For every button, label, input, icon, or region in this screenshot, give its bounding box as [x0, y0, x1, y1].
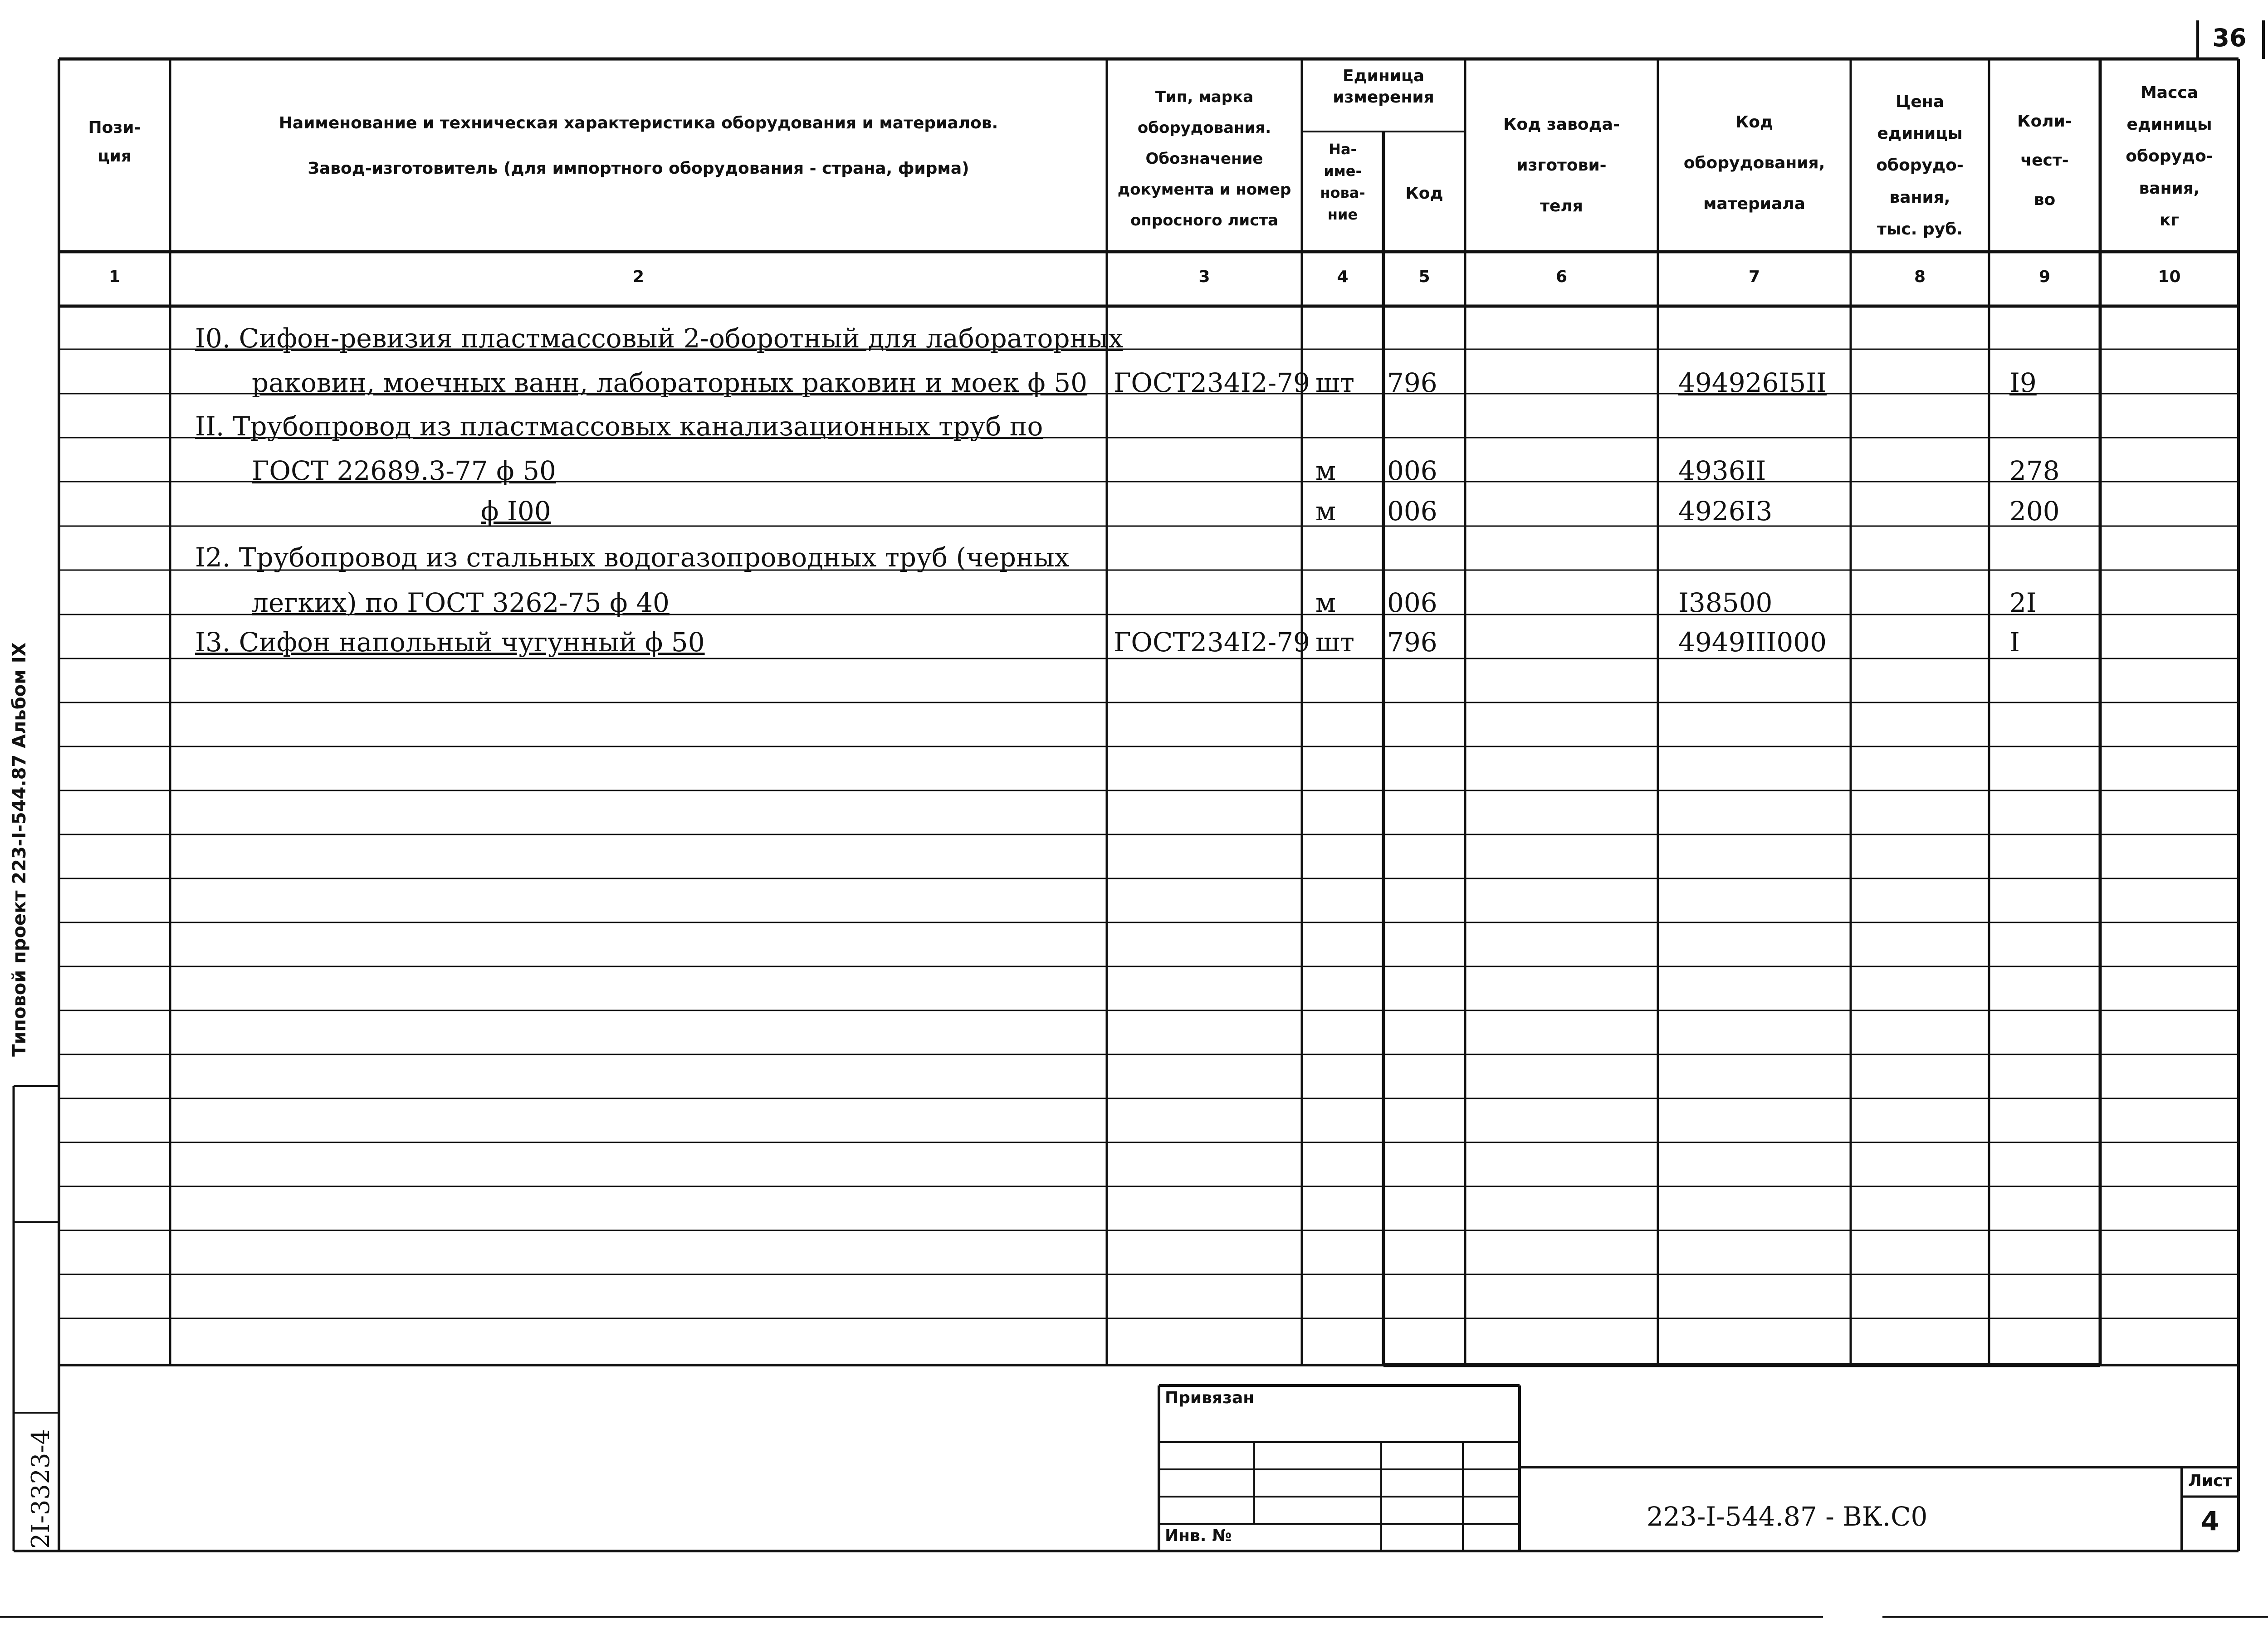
- header-plant-code: Код завода- изготови- теля: [1503, 115, 1620, 215]
- header-position: Пози- ция: [88, 118, 141, 166]
- column-number: 10: [2158, 268, 2181, 286]
- header-name-line1: Наименование и техническая характеристика оборудования и материалов.: [279, 114, 998, 132]
- row-material: 494926I5II: [1678, 367, 1827, 398]
- column-number: 3: [1198, 268, 1210, 286]
- row-material: 4936II: [1678, 455, 1766, 486]
- row-unit: м: [1315, 496, 1336, 527]
- row-name: легких) по ГОСТ 3262-75 ϕ 40: [252, 587, 670, 618]
- header-unit-group: Единица измерения: [1333, 67, 1434, 107]
- column-number: 1: [108, 268, 121, 286]
- row-code: 006: [1387, 455, 1437, 486]
- side-album-code: 2I-3323-4: [26, 1429, 55, 1549]
- header-type: Тип, марка оборудования. Обозначение документа и номер опросного листа: [1117, 88, 1291, 229]
- stamp-bound-label: Привязан: [1165, 1389, 1255, 1407]
- row-code: 796: [1387, 627, 1437, 658]
- header-mass: Масса единицы оборудо- вания, кг: [2126, 83, 2213, 229]
- header-unit-code: Код: [1405, 184, 1443, 203]
- row-name: II. Трубопровод из пластмассовых канализационных труб по: [195, 411, 1043, 442]
- row-material: 4926I3: [1678, 496, 1773, 527]
- row-type: ГОСТ234I2-79: [1114, 367, 1310, 398]
- row-name: раковин, моечных ванн, лабораторных раковин и моек ϕ 50: [252, 367, 1088, 398]
- column-number: 5: [1418, 268, 1430, 286]
- header-price: Цена единицы оборудо- вания, тыс. руб.: [1876, 93, 1964, 239]
- header-material-code: Код оборудования, материала: [1683, 113, 1825, 213]
- side-project-title: Типовой проект 223-I-544.87 Альбом IX: [9, 642, 30, 1057]
- row-material: I38500: [1678, 587, 1773, 618]
- row-unit: м: [1315, 455, 1336, 486]
- column-number: 9: [2038, 268, 2051, 286]
- row-quantity: I: [2009, 627, 2020, 658]
- document-designation: 223-I-544.87 - ВК.С0: [1647, 1501, 1928, 1532]
- row-quantity: 200: [2009, 496, 2060, 527]
- sheet-number: 4: [2201, 1506, 2219, 1536]
- row-quantity: 278: [2009, 455, 2060, 486]
- stamp-inv-label: Инв. №: [1165, 1527, 1232, 1545]
- row-material: 4949III000: [1678, 627, 1827, 658]
- column-number: 2: [632, 268, 645, 286]
- column-number: 8: [1914, 268, 1926, 286]
- row-name: I3. Сифон напольный чугунный ϕ 50: [195, 627, 705, 658]
- row-quantity: 2I: [2009, 587, 2037, 618]
- column-number: 7: [1748, 268, 1760, 286]
- header-quantity: Коли- чест- во: [2017, 112, 2072, 209]
- row-unit: шт: [1315, 367, 1355, 398]
- row-unit: шт: [1315, 627, 1355, 658]
- row-name: ϕ I00: [481, 496, 551, 527]
- row-code: 796: [1387, 367, 1437, 398]
- row-code: 006: [1387, 496, 1437, 527]
- column-number: 6: [1555, 268, 1568, 286]
- sheet-label: Лист: [2188, 1472, 2233, 1490]
- corner-sheet-number: 36: [2212, 24, 2247, 52]
- row-type: ГОСТ234I2-79: [1114, 627, 1310, 658]
- row-code: 006: [1387, 587, 1437, 618]
- row-name: I2. Трубопровод из стальных водогазопроводных труб (черных: [195, 542, 1070, 573]
- row-unit: м: [1315, 587, 1336, 618]
- header-unit-name: На- име- нова- ние: [1320, 141, 1365, 223]
- row-name: I0. Сифон-ревизия пластмассовый 2-оборотный для лабораторных: [195, 323, 1124, 354]
- column-number: 4: [1337, 268, 1349, 286]
- row-quantity: I9: [2009, 367, 2037, 398]
- header-name-line2: Завод-изготовитель (для импортного оборудования - страна, фирма): [308, 159, 969, 178]
- row-name: ГОСТ 22689.3-77 ϕ 50: [252, 455, 556, 486]
